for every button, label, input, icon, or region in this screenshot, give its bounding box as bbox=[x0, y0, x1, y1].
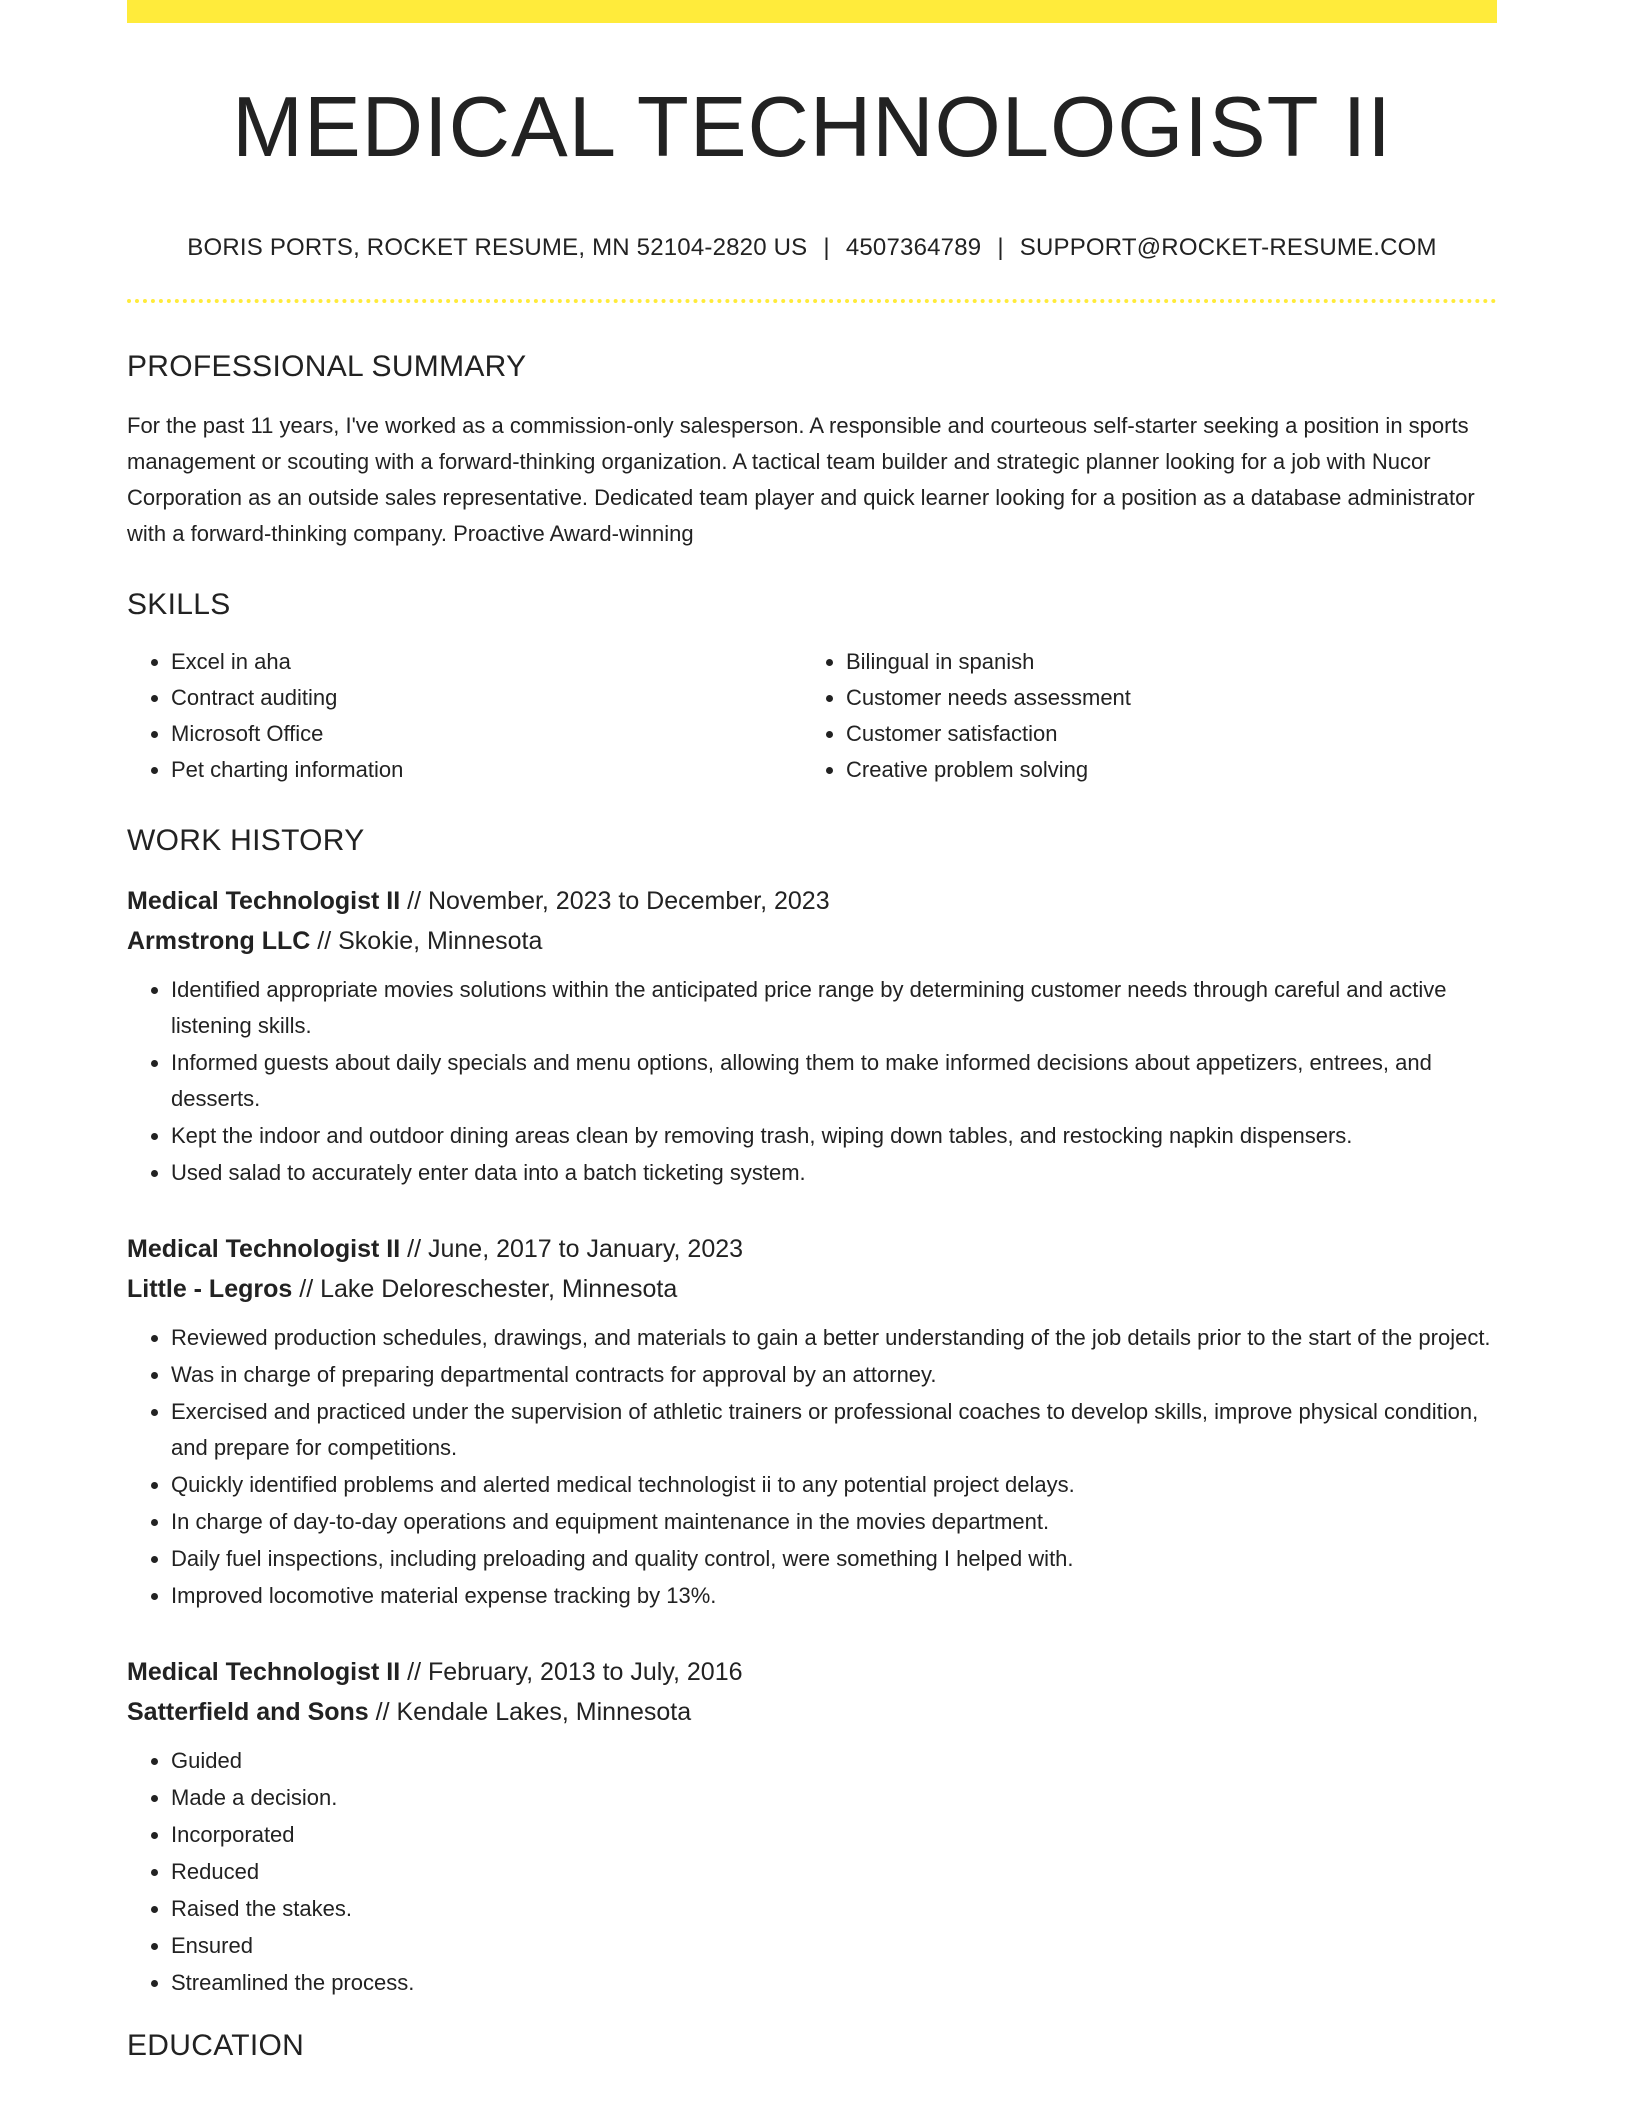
job-location: // Kendale Lakes, Minnesota bbox=[375, 1698, 692, 1726]
work-history-heading: WORK HISTORY bbox=[127, 824, 365, 857]
skill-item: • Contract auditing bbox=[171, 680, 802, 716]
job-company-line bbox=[127, 1692, 1497, 1732]
job-bullet: • Raised the stakes. bbox=[171, 1891, 1497, 1927]
job-bullet: • Was in charge of preparing departmental contracts for approval by an attorney. bbox=[171, 1357, 1497, 1393]
contact-phone: 4507364789 bbox=[845, 234, 982, 261]
resume-page bbox=[127, 0, 1497, 2061]
job-dates: // November, 2023 to December, 2023 bbox=[407, 887, 830, 915]
job-location: // Lake Deloreschester, Minnesota bbox=[299, 1275, 678, 1303]
job-title: Medical Technologist II bbox=[127, 1235, 401, 1263]
job-bullet: • Made a decision. bbox=[171, 1780, 1497, 1816]
job-title-line bbox=[127, 1652, 1497, 1692]
job-title: Medical Technologist II bbox=[127, 1658, 401, 1686]
summary-heading: PROFESSIONAL SUMMARY bbox=[127, 350, 527, 383]
education-heading: EDUCATION bbox=[127, 2029, 305, 2062]
job-bullet: • Streamlined the process. bbox=[171, 1965, 1497, 2001]
contact-address: BORIS PORTS, ROCKET RESUME, MN 52104-2820 US bbox=[187, 234, 808, 261]
job-bullet: • Ensured bbox=[171, 1928, 1497, 1964]
job-bullet: • Quickly identified problems and alerted medical technologist ii to any potential project delays. bbox=[171, 1467, 1497, 1503]
dotted-divider bbox=[127, 299, 1497, 303]
job-entry bbox=[127, 1229, 1497, 1614]
job-company: Satterfield and Sons bbox=[127, 1698, 369, 1726]
contact-line bbox=[127, 236, 1497, 260]
job-entry bbox=[127, 881, 1497, 1191]
job-bullet: • Reduced bbox=[171, 1854, 1497, 1890]
skill-item: • Excel in aha bbox=[171, 644, 802, 680]
skill-item: • Bilingual in spanish bbox=[846, 644, 1477, 680]
job-bullet: • Kept the indoor and outdoor dining areas clean by removing trash, wiping down tables, and restocking napkin dispensers. bbox=[171, 1118, 1497, 1154]
job-bullet: • Incorporated bbox=[171, 1817, 1497, 1853]
job-bullet: • Improved locomotive material expense tracking by 13%. bbox=[171, 1578, 1497, 1614]
job-company: Little - Legros bbox=[127, 1275, 293, 1303]
accent-top-bar bbox=[127, 0, 1497, 23]
skills-column-right bbox=[802, 644, 1477, 788]
skill-item: • Microsoft Office bbox=[171, 716, 802, 752]
job-dates: // June, 2017 to January, 2023 bbox=[407, 1235, 744, 1263]
skills-column-left bbox=[127, 644, 802, 788]
skill-item: • Pet charting information bbox=[171, 752, 802, 788]
skill-item: • Creative problem solving bbox=[846, 752, 1477, 788]
job-company-line bbox=[127, 921, 1497, 961]
skill-item: • Customer satisfaction bbox=[846, 716, 1477, 752]
job-dates: // February, 2013 to July, 2016 bbox=[407, 1658, 743, 1686]
job-bullet: • Daily fuel inspections, including preloading and quality control, were something I helped with. bbox=[171, 1541, 1497, 1577]
job-bullet: • Exercised and practiced under the supervision of athletic trainers or professional coaches to develop skills, improve physical condition, and prepare for competitions. bbox=[171, 1394, 1497, 1466]
job-company-line bbox=[127, 1269, 1497, 1309]
job-title-line bbox=[127, 881, 1497, 921]
job-bullet: • Identified appropriate movies solutions within the anticipated price range by determining customer needs through careful and active listening skills. bbox=[171, 972, 1497, 1044]
skill-item: • Customer needs assessment bbox=[846, 680, 1477, 716]
job-bullet: • Informed guests about daily specials and menu options, allowing them to make informed decisions about appetizers, entrees, and desserts. bbox=[171, 1045, 1497, 1117]
contact-separator: | bbox=[997, 234, 1004, 261]
job-entry bbox=[127, 1652, 1497, 2001]
job-bullets bbox=[127, 1320, 1497, 1614]
job-title-line bbox=[127, 1229, 1497, 1269]
job-bullet: • Guided bbox=[171, 1743, 1497, 1779]
resume-title: MEDICAL TECHNOLOGIST II bbox=[232, 80, 1392, 175]
job-bullets bbox=[127, 972, 1497, 1191]
job-bullet: • In charge of day-to-day operations and equipment maintenance in the movies department. bbox=[171, 1504, 1497, 1540]
skills-list bbox=[127, 644, 1497, 788]
job-company: Armstrong LLC bbox=[127, 927, 311, 955]
contact-email: SUPPORT@ROCKET-RESUME.COM bbox=[1019, 234, 1437, 261]
job-bullet: • Used salad to accurately enter data into a batch ticketing system. bbox=[171, 1155, 1497, 1191]
job-title: Medical Technologist II bbox=[127, 887, 401, 915]
summary-text: For the past 11 years, I've worked as a commission-only salesperson. A responsible and courteous self-starter seeking a position in sports management or scouting with a forward-thinking organization. A tactical team builder and strategic planner looking for a job with Nucor Corporation as an outside sales representative. Dedicated team player and quick learner looking for a position as a database administrator with a forward-thinking company. Proactive Award-winning bbox=[127, 413, 1475, 546]
job-location: // Skokie, Minnesota bbox=[317, 927, 543, 955]
job-bullets bbox=[127, 1743, 1497, 2001]
contact-separator: | bbox=[823, 234, 830, 261]
skills-heading: SKILLS bbox=[127, 588, 231, 621]
job-bullet: • Reviewed production schedules, drawings, and materials to gain a better understanding of the job details prior to the start of the project. bbox=[171, 1320, 1497, 1356]
